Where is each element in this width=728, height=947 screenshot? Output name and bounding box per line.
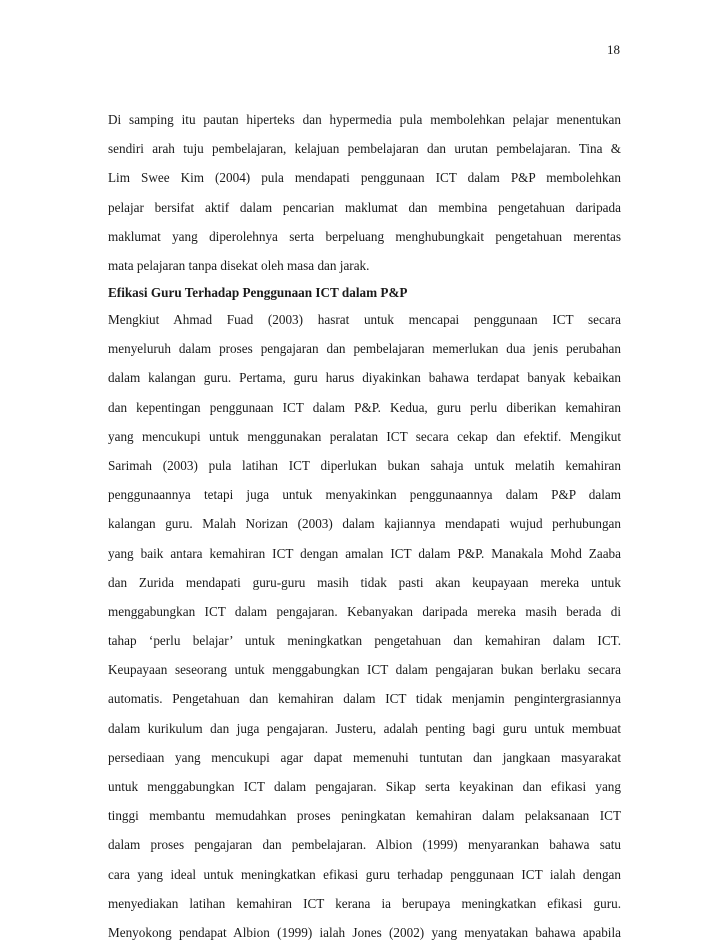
paragraph-line: kalangan guru. Malah Norizan (2003) dalam kajiannya mendapati wujud perhubungan <box>108 516 621 532</box>
paragraph-line: dalam proses pengajaran dan pembelajaran. Albion (1999) menyarankan bahawa satu <box>108 837 621 853</box>
paragraph-line: maklumat yang diperolehnya serta berpeluang menghubungkait pengetahuan merentas <box>108 228 621 244</box>
paragraph-line: persediaan yang mencukupi agar dapat memenuhi tuntutan dan jangkaan masyarakat <box>108 749 621 765</box>
paragraph-line: dan kepentingan penggunaan ICT dalam P&P. Kedua, guru perlu diberikan kemahiran <box>108 399 621 415</box>
paragraph-line: yang baik antara kemahiran ICT dengan amalan ICT dalam P&P. Manakala Mohd Zaaba <box>108 545 621 561</box>
paragraph-line: Di samping itu pautan hiperteks dan hypermedia pula membolehkan pelajar menentukan <box>108 112 621 127</box>
paragraph-line: cara yang ideal untuk meningkatkan efikasi guru terhadap penggunaan ICT ialah dengan <box>108 866 621 882</box>
paragraph-line: dalam kurikulum dan juga pengajaran. Justeru, adalah penting bagi guru untuk membuat <box>108 720 621 736</box>
page-number: 18 <box>607 42 620 57</box>
paragraph-line: dalam kalangan guru. Pertama, guru harus diyakinkan bahawa terdapat banyak kebaikan <box>108 370 621 386</box>
paragraph-line: Sarimah (2003) pula latihan ICT diperlukan bukan sahaja untuk melatih kemahiran <box>108 457 621 473</box>
paragraph-line: sendiri arah tuju pembelajaran, kelajuan pembelajaran dan urutan pembelajaran. Tina & <box>108 141 621 157</box>
paragraph-line: penggunaannya tetapi juga untuk menyakinkan penggunaannya dalam P&P dalam <box>108 487 621 503</box>
paragraph-intro <box>108 105 621 280</box>
paragraph-line: tahap ‘perlu belajar’ untuk meningkatkan pengetahuan dan kemahiran dalam ICT. <box>108 633 621 649</box>
paragraph-line: untuk menggabungkan ICT dalam pengajaran. Sikap serta keyakinan dan efikasi yang <box>108 779 621 794</box>
paragraph-line: Lim Swee Kim (2004) pula mendapati penggunaan ICT dalam P&P membolehkan <box>108 170 621 186</box>
paragraph-line: menyediakan latihan kemahiran ICT kerana ia berupaya meningkatkan efikasi guru. <box>108 895 621 911</box>
paragraph-line: yang mencukupi untuk menggunakan peralatan ICT secara cekap dan efektif. Mengikut <box>108 428 621 444</box>
paragraph-line: Menyokong pendapat Albion (1999) ialah Jones (2002) yang menyatakan bahawa apabila <box>108 924 621 940</box>
paragraph-line: pelajar bersifat aktif dalam pencarian maklumat dan membina pengetahuan daripada <box>108 199 621 215</box>
paragraph-line: mata pelajaran tanpa disekat oleh masa dan jarak. <box>108 257 370 273</box>
paragraph-line: dan Zurida mendapati guru-guru masih tidak pasti akan keupayaan mereka untuk <box>108 574 621 590</box>
paragraph-line: Mengkiut Ahmad Fuad (2003) hasrat untuk mencapai penggunaan ICT secara <box>108 312 621 327</box>
paragraph-line: Keupayaan seseorang untuk menggabungkan ICT dalam pengajaran bukan berlaku secara <box>108 662 621 678</box>
section-heading: Efikasi Guru Terhadap Penggunaan ICT dalam P&P <box>108 285 408 300</box>
paragraph-efikasi <box>108 305 621 947</box>
paragraph-line: menyeluruh dalam proses pengajaran dan pembelajaran memerlukan dua jenis perubahan <box>108 341 621 357</box>
paragraph-line: automatis. Pengetahuan dan kemahiran dalam ICT tidak menjamin pengintergrasiannya <box>108 691 621 707</box>
paragraph-line: menggabungkan ICT dalam pengajaran. Kebanyakan daripada mereka masih berada di <box>108 603 621 619</box>
paragraph-line: tinggi membantu memudahkan proses peningkatan kemahiran dalam pelaksanaan ICT <box>108 808 621 824</box>
